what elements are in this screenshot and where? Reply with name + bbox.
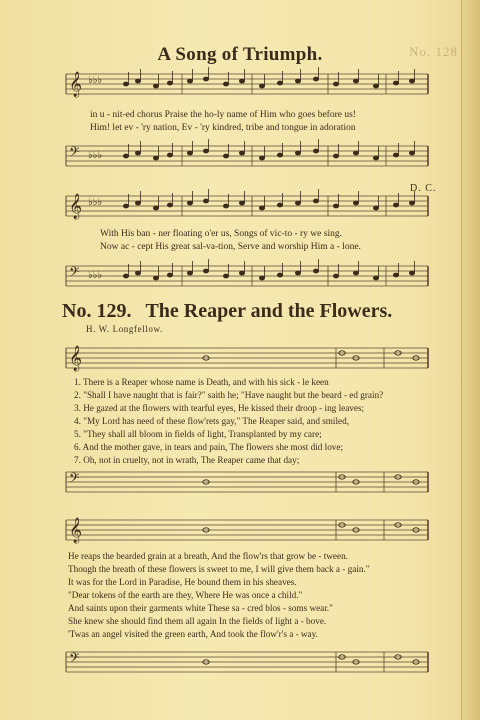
- song2-title: The Reaper and the Flowers.: [145, 300, 393, 322]
- verse-line: 'Twas an angel visited the green earth, And took the flow'r's a - way.: [68, 629, 318, 639]
- verse-line: And saints upon their garments white These sa - cred blos - soms wear.": [68, 603, 333, 613]
- song1-title: A Song of Triumph.: [157, 44, 323, 65]
- song2-heading: [62, 300, 392, 323]
- dc-mark: D. C.: [410, 183, 437, 194]
- song2-author: H. W. Longfellow.: [86, 324, 163, 334]
- svg-text:𝄞: 𝄞: [69, 346, 83, 371]
- verse-line: Though the breath of these flowers is sweet to me, I will give them back a - gain.": [68, 564, 370, 574]
- svg-text:𝄞: 𝄞: [69, 518, 83, 543]
- svg-text:♭♭♭: ♭♭♭: [88, 197, 103, 208]
- song1-s2-line1: With His ban - ner floating o'er us, Songs of vic-to - ry we sing.: [100, 229, 342, 239]
- svg-text:♭♭♭: ♭♭♭: [88, 270, 103, 281]
- page-number: No. 128: [409, 44, 458, 59]
- svg-text:𝄢: 𝄢: [69, 144, 80, 163]
- svg-text:♭♭♭: ♭♭♭: [88, 75, 103, 86]
- svg-text:𝄢: 𝄢: [69, 264, 80, 283]
- verse-line: 6. And the mother gave, in tears and pain, The flowers she most did love;: [74, 442, 344, 452]
- verse-line: 5. "They shall all bloom in fields of light, Transplanted by my care;: [74, 429, 322, 439]
- song1-s2-line2: Now ac - cept His great sal-va-tion, Serve and worship Him a - lone.: [100, 242, 361, 252]
- song1-s1-line2: Him! let ev - 'ry nation, Ev - 'ry kindred, tribe and tongue in adoration: [90, 123, 356, 133]
- song2-number: No. 129.: [62, 300, 132, 322]
- verse-line: It was for the Lord in Paradise, He bound them in his sheaves.: [68, 577, 297, 587]
- verse-line: 7. Oh, not in cruelty, not in wrath, The Reaper came that day;: [74, 455, 300, 465]
- svg-text:𝄞: 𝄞: [69, 72, 83, 97]
- song1-s1-line1: in u - nit-ed chorus Praise the ho-ly name of Him who goes before us!: [90, 110, 356, 120]
- verse-line: 2. "Shall I have naught that is fair?" saith he; "Have naught but the beard - ed grain?: [74, 390, 384, 400]
- verse-line: 3. He gazed at the flowers with tearful eyes, He kissed their droop - ing leaves;: [74, 403, 365, 413]
- verse-line: 4. "My Lord has need of these flow'rets gay," The Reaper said, and smiled,: [74, 416, 350, 426]
- verse-line: She knew she should find them all again In the fields of light a - bove.: [68, 616, 327, 626]
- svg-text:♭♭♭: ♭♭♭: [88, 150, 103, 161]
- verse-line: He reaps the bearded grain at a breath, And the flow'rs that grow be - tween.: [68, 551, 348, 561]
- verse-line: 1. There is a Reaper whose name is Death, and with his sick - le keen: [74, 377, 329, 387]
- svg-text:𝄞: 𝄞: [69, 194, 83, 219]
- verse-line: "Dear tokens of the earth are they, Where He was once a child.": [68, 590, 303, 600]
- svg-text:𝄢: 𝄢: [69, 470, 80, 489]
- svg-text:𝄢: 𝄢: [69, 650, 80, 669]
